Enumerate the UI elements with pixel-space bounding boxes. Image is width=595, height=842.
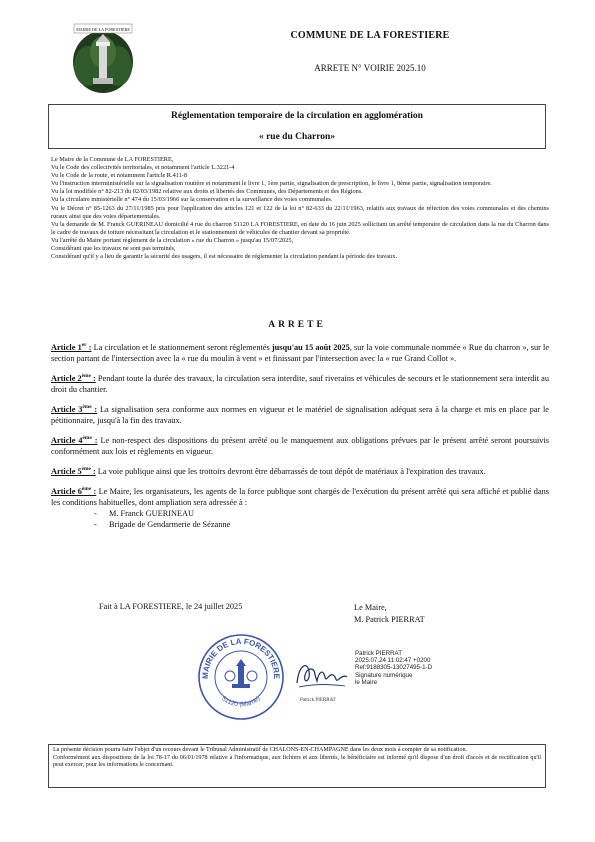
visa-line: Vu l'arrêté du Maire portant règlement de la circulation « rue du Charron » jusqu'au 15/07/2025,	[51, 236, 294, 244]
done-at-date: Fait à LA FORESTIERE, le 24 juillet 2025	[99, 602, 243, 611]
arrete-heading: ARRETE	[268, 320, 326, 330]
visa-line: Vu le Décret n° 85-1263 du 27/11/1985 pris pour l'application des articles 121 et 122 de la loi n° 82-633 du 22/11/1963, relatifs aux travaux de réfection des voies communales et des chemins ruraux ainsi que des voies départementales.	[51, 204, 549, 220]
logo-text: MAIRIE DE LA FORESTIERE	[76, 27, 130, 32]
stamp-emblem-icon	[225, 659, 257, 688]
privacy-notice: Conformément aux dispositions de la loi 78-17 du 06/01/1978 relative à l'informatique, aux fichiers et aux libertés, le bénéficiaire est informé qu'il dispose d'un droit d'accès et de rectification qu'il peut exercer, pour les informations le concernant.	[53, 754, 541, 769]
article-2-label: Article 2ème :	[51, 373, 96, 383]
article-2: Article 2ème : Pendant toute la durée des travaux, la circulation sera interdite, sauf riverains et véhicules de secours et le stationnement sera interdit au droit du chantier.	[51, 373, 549, 394]
article-4: Article 4ème : Le non-respect des dispositions du présent arrêté ou le manquement aux obligations prévues par le présent arrêté seront poursuivis conformément aux lois et règlements en vigueur.	[51, 435, 549, 456]
stamp-outer-text: MAIRIE DE LA FORESTIERE	[200, 636, 282, 680]
visa-line: Vu le Code de la route, et notamment l'article R.411-8	[51, 172, 188, 180]
maire-name: M. Patrick PIERRAT	[354, 615, 425, 624]
digital-signature-line: 2025.07.24 11:02:47 +0200	[355, 657, 431, 665]
commune-name: COMMUNE DE LA FORESTIERE	[290, 30, 450, 41]
visas-section	[51, 156, 549, 261]
digital-signature-line: Patrick PIERRAT	[355, 650, 402, 657]
title-box	[48, 104, 546, 149]
article-4-label: Article 4ème :	[51, 435, 98, 445]
appeal-notice: La présente décision pourra faire l'objet d'un recours devant le Tribunal Administratif de CHALONS-EN-CHAMPAGNE dans les deux mois à compter de sa notification.	[53, 747, 468, 753]
recipients-list	[51, 508, 549, 530]
visa-line: Vu l'instruction interministérielle sur la signalisation routière et notamment le livre 1, 1ère partie, signalisation de prescription, le livre 1, 8ème partie, signalisation temporaire.	[51, 180, 492, 188]
digital-signature-line: le Maire	[355, 678, 378, 686]
visa-line: Vu le Code des collectivités territoriales, et notamment l'article L.3221-4	[51, 164, 235, 172]
maire-block	[354, 602, 425, 626]
title-line-1: Réglementation temporaire de la circulation en agglomération	[171, 111, 423, 121]
visa-line: Vu la loi modifiée n° 82-213 du 02/03/1982 relative aux droits et libertés des Communes, des Départements et des Régions.	[51, 188, 363, 196]
signature-caption: Patrick PIERRAT	[300, 698, 336, 703]
legal-notice-box	[48, 744, 546, 788]
article-5-label: Article 5ème :	[51, 466, 96, 476]
article-3-label: Article 3ème :	[51, 404, 98, 414]
recipient-item: - M. Franck GUERINEAU	[109, 508, 549, 519]
article-1-label: Article 1er :	[51, 342, 92, 352]
visa-line: Le Maire de la Commune de LA FORESTIERE,	[51, 156, 174, 163]
mairie-stamp	[196, 632, 286, 722]
visa-line: Vu la demande de M. Franck GUERINEAU domicilié 4 rue du charron 51120 LA FORESTIERE, en date du 16 juin 2025 sollicitant un arrêté temporaire de circulation dans la rue du Charron dans le cadre de travaux de toiture nécessitant la circulation et le stationnement de véhicules de chantier devant sa propriété.	[51, 220, 549, 236]
recipient-item: - Brigade de Gendarmerie de Sézanne	[109, 519, 549, 530]
commune-logo	[66, 22, 140, 96]
article-6-label: Article 6ème :	[51, 486, 97, 496]
stamp-postcode-text: 51120 (Marne)	[220, 695, 262, 709]
digital-signature-block	[355, 650, 432, 686]
digital-signature-line: Ref:9188305-13027495-1-D	[355, 664, 433, 672]
digital-signature-line: Signature numérique	[355, 671, 413, 679]
visa-line: Considérant que les travaux ne sont pas terminés,	[51, 245, 176, 253]
articles-section	[51, 342, 549, 530]
visa-line: Considérant qu'il y a lieu de garantir la sécurité des usagers, il est nécessaire de réglementer la circulation pendant la période des travaux.	[51, 253, 397, 261]
article-1: Article 1er : La circulation et le stationnement seront réglementés jusqu'au 15 août 2025, sur la voie communale nommée « Rue du charron », sur le section partant de l'intersection avec la « rue du moulin à vent » et finissant par l'intersection avec la « rue Grand Collot ».	[51, 342, 550, 363]
article-3: Article 3ème : La signalisation sera conforme aux normes en vigueur et le matériel de signalisation adéquat sera à la charge et mis en place par le pétitionnaire, jusqu'à la fin des travaux.	[51, 404, 549, 425]
handwritten-signature	[293, 657, 349, 691]
visa-line: Vu la circulaire ministérielle n° 474 du 15/03/1966 sur la conservation et la surveillance des voies communales.	[51, 196, 333, 204]
maire-title: Le Maire,	[354, 603, 387, 612]
arrete-number: ARRETE N° VOIRIE 2025.10	[314, 63, 426, 73]
title-line-2: « rue du Charron»	[258, 132, 336, 142]
article-1-date: jusqu'au 15 août 2025	[271, 343, 350, 352]
article-6: Article 6ème : Le Maire, les organisateurs, les agents de la force publique sont chargés de l'exécution du présent arrêté qui sera affiché et publié dans les conditions habituelles, dont ampliation sera adressée à :	[51, 486, 550, 507]
article-5: Article 5ème : La voie publique ainsi que les trottoirs devront être débarrassés de tout dépôt de matériaux à l'expiration des travaux.	[51, 466, 486, 476]
